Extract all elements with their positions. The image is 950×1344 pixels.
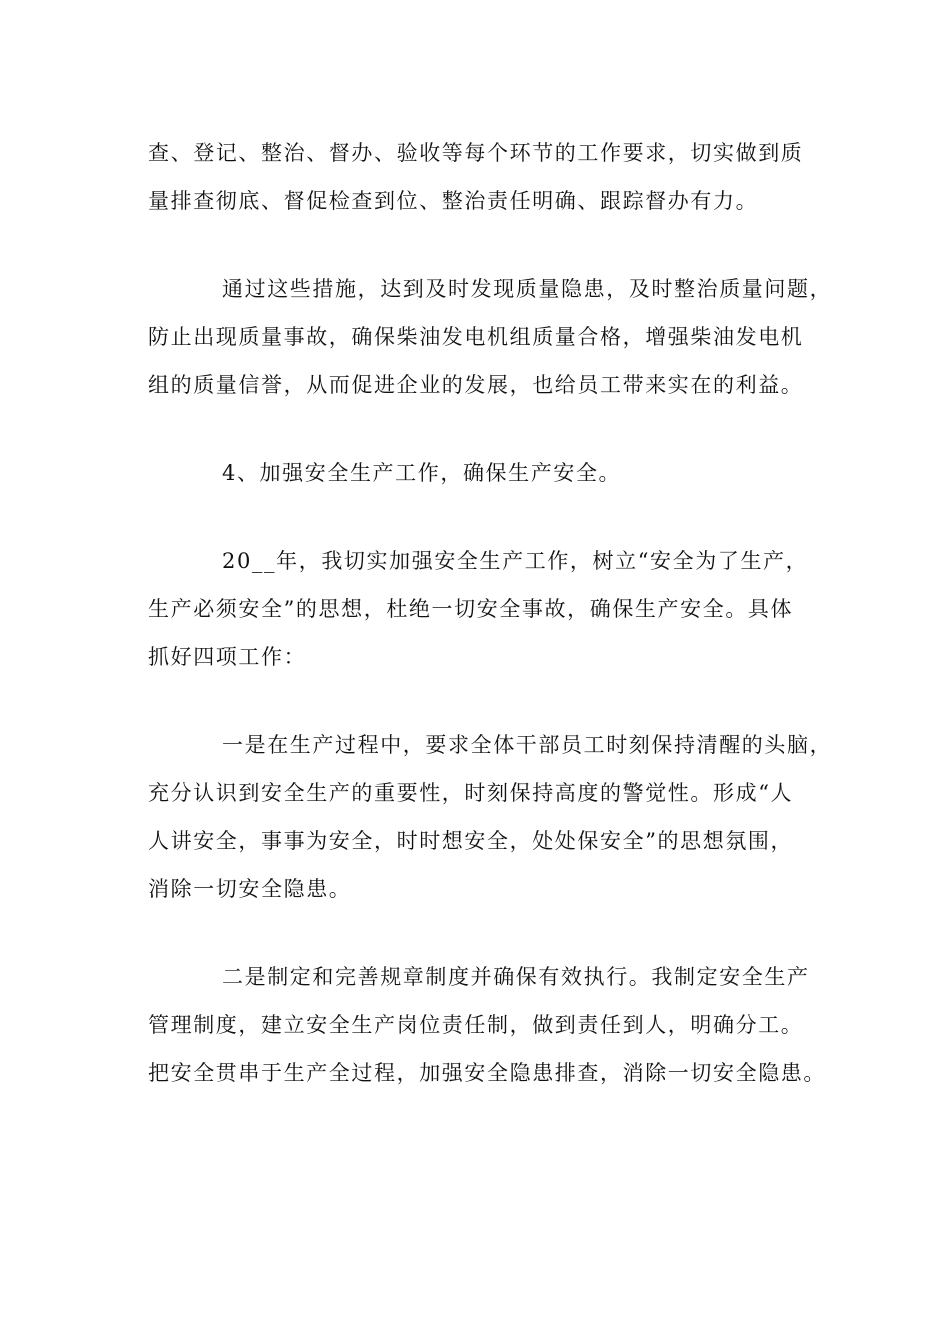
paragraph-line: 组的质量信誉，从而促进企业的发展，也给员工带来实在的利益。	[148, 373, 804, 397]
paragraph-line: 通过这些措施，达到及时发现质量隐患，及时整治质量问题，	[222, 277, 833, 301]
paragraph-line: 20__年，我切实加强安全生产工作，树立“安全为了生产，	[222, 549, 809, 573]
paragraph-line: 量排查彻底、督促检查到位、整治责任明确、跟踪督办有力。	[148, 189, 759, 213]
paragraph-line: 消除一切安全隐患。	[148, 877, 352, 901]
paragraph-line: 充分认识到安全生产的重要性，时刻保持高度的警觉性。形成“人	[148, 781, 794, 805]
paragraph-line: 查、登记、整治、督办、验收等每个环节的工作要求，切实做到质	[148, 141, 804, 165]
section-heading-line: 4、加强安全生产工作，确保生产安全。	[222, 461, 622, 485]
paragraph-line: 把安全贯串于生产全过程，加强安全隐患排查，消除一切安全隐患。	[148, 1061, 826, 1085]
paragraph-line: 二是制定和完善规章制度并确保有效执行。我制定安全生产	[222, 965, 810, 989]
paragraph-line: 生产必须安全”的思想，杜绝一切安全事故，确保生产安全。具体	[148, 597, 794, 621]
paragraph-line: 抓好四项工作：	[148, 645, 307, 669]
paragraph-line: 防止出现质量事故，确保柴油发电机组质量合格，增强柴油发电机	[148, 325, 804, 349]
paragraph-line: 一是在生产过程中，要求全体干部员工时刻保持清醒的头脑，	[222, 733, 833, 757]
paragraph-line: 人讲安全，事事为安全，时时想安全，处处保安全”的思想氛围，	[148, 829, 794, 853]
paragraph-line: 管理制度，建立安全生产岗位责任制，做到责任到人，明确分工。	[148, 1013, 804, 1037]
